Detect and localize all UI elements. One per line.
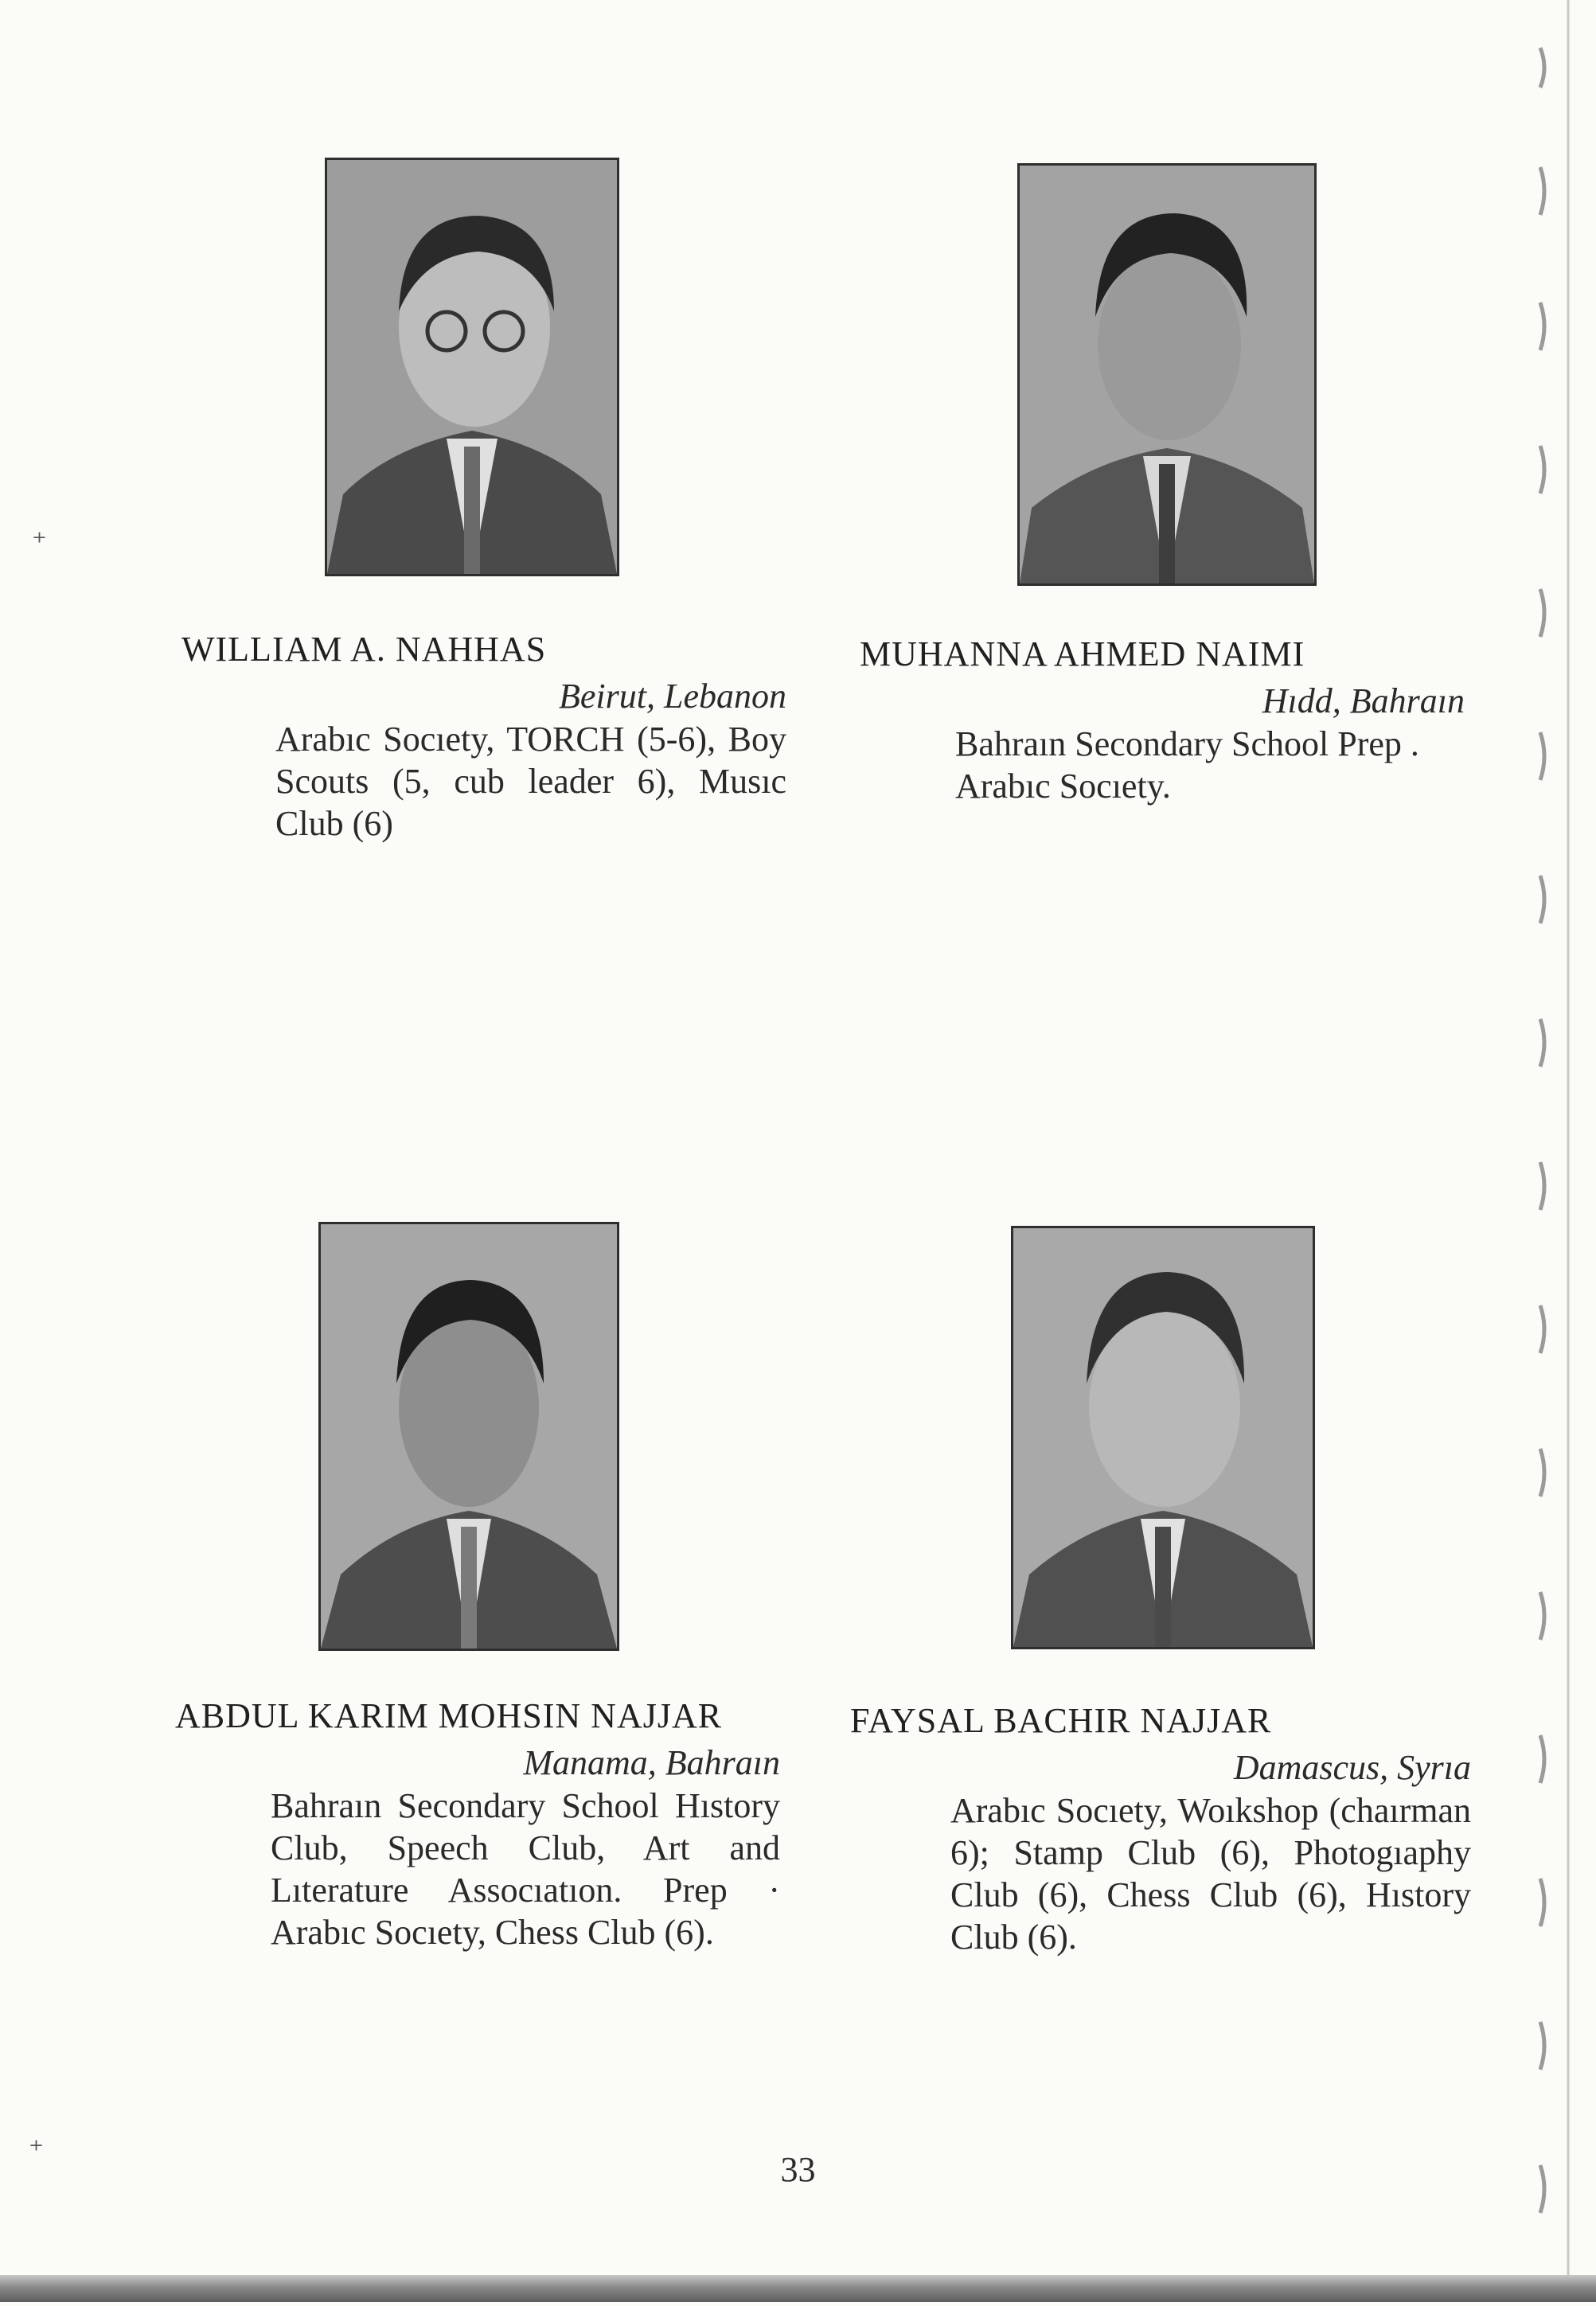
portrait-photo-1 (325, 158, 619, 576)
hometown: Beirut, Lebanon (559, 677, 786, 716)
scan-edge-strip (0, 2275, 1596, 2302)
student-name: FAYSAL BACHIR NAJJAR (850, 1701, 1272, 1740)
student-name: MUHANNA AHMED NAIMI (860, 634, 1305, 673)
hometown: Damascus, Syrıa (1233, 1748, 1471, 1787)
entry-faysal-najjar (850, 1700, 1471, 1958)
margin-mark: ⁺ (29, 2134, 45, 2166)
student-name: ABDUL KARIM MOHSIN NAJJAR (175, 1696, 723, 1735)
portrait-photo-4 (1011, 1226, 1315, 1649)
page-number: 33 (780, 2150, 816, 2189)
entry-abdul-karim-najjar (175, 1695, 780, 1953)
portrait-photo-2 (1017, 163, 1317, 586)
activities: Arabıc Socıety, TORCH (5-6), Boy Scouts (5, cub leader 6), Musıc Club (6) (275, 720, 786, 843)
portrait-photo-3 (318, 1222, 619, 1651)
activities: Bahraın Secondary School Prep . Arabıc Socıety. (955, 724, 1419, 806)
activities: Arabıc Socıety, Woıkshop (chaırman 6); Stamp Club (6), Photogıaphy Club (6), Chess Club (6), Hıstory Club (6). (950, 1791, 1471, 1957)
hometown: Manama, Bahraın (523, 1743, 780, 1782)
hometown: Hıdd, Bahraın (1262, 681, 1465, 720)
margin-mark: ⁺ (32, 526, 48, 558)
entry-william-nahhas (181, 629, 786, 845)
spiral-binding (1508, 0, 1596, 2302)
activities: Bahraın Secondary School Hıstory Club, Speech Club, Art and Lıterature Assocıatıon. Prep · Arabıc Socıety, Chess Club (6). (271, 1786, 780, 1952)
entry-muhanna-naimi (860, 634, 1465, 807)
student-name: WILLIAM A. NAHHAS (181, 630, 547, 669)
